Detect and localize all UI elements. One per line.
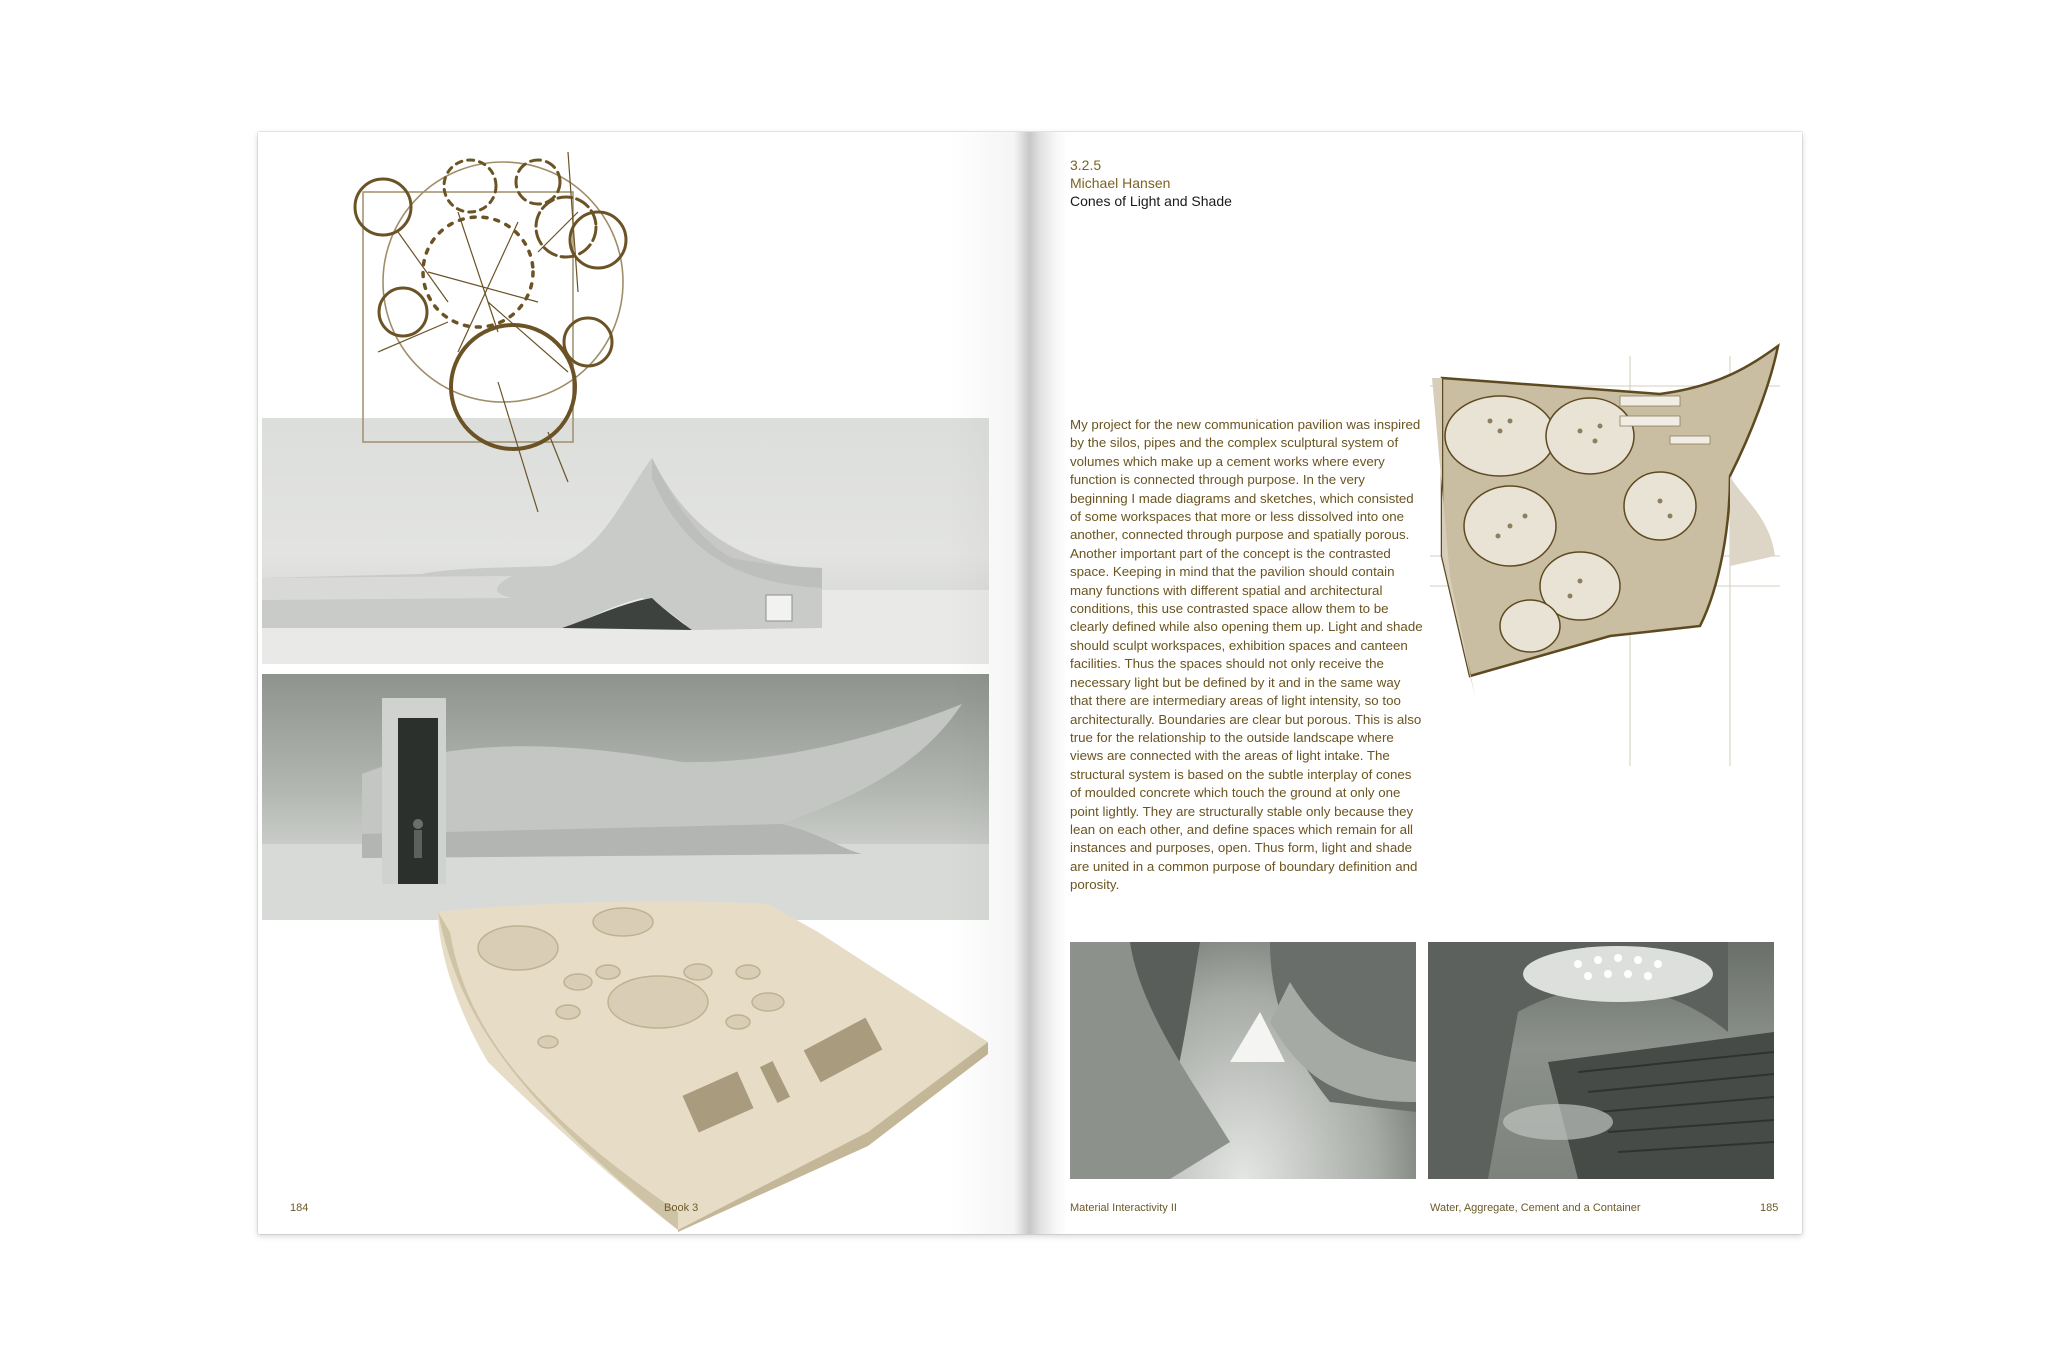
model-photo-3d-print [428,892,988,1232]
section-heading [1070,156,1232,210]
concept-sketch-diagram [338,152,668,532]
page-number-left: 184 [290,1202,309,1214]
floor-plan-drawing [1430,326,1780,766]
right-page [1030,132,1802,1234]
interior-render-auditorium [1428,942,1774,1179]
page-number-right: 185 [1760,1202,1779,1214]
running-footer-book: Book 3 [664,1202,699,1214]
model-photo-entrance [262,674,989,920]
footer-material-interactivity: Material Interactivity II [1070,1202,1177,1214]
author-name: Michael Hansen [1070,175,1171,191]
section-number: 3.2.5 [1070,157,1102,173]
book-spread [258,132,1802,1234]
interior-render-cones [1070,942,1416,1179]
footer-chapter-title: Water, Aggregate, Cement and a Container [1430,1202,1641,1214]
left-page [258,132,1030,1234]
project-title: Cones of Light and Shade [1070,193,1232,209]
project-description: My project for the new communication pavilion was inspired by the silos, pipes and the complex sculptural system of volumes which make up a cement works where every function is connected through purpose. In the very beginning I made diagrams and sketches, which consisted of some workspaces that more or less dissolved into one another, connected through purpose and spatially porous. Another important part of the concept is the contrasted space. Keeping in mind that the pavilion should contain many functions with different spatial and architectural conditions, this use contrasted space allow them to be clearly defined while also opening them up. Light and shade should sculpt workspaces, exhibition spaces and canteen facilities. Thus the spaces should not only receive the necessary light but be defined by it and in the same way that there are intermediary areas of light intensity, so too architecturally. Boundaries are clear but porous. This is also true for the relationship to the outside landscape where views are connected with the areas of light intake. The structural system is based on the subtle interplay of cones of moulded concrete which touch the ground at only one point lightly. They are structurally stable only because they lean on each other, and define spaces which remain for all instances and purposes, open. Thus form, light and shade are united in a common purpose of boundary definition and porosity. [1070,417,1423,893]
